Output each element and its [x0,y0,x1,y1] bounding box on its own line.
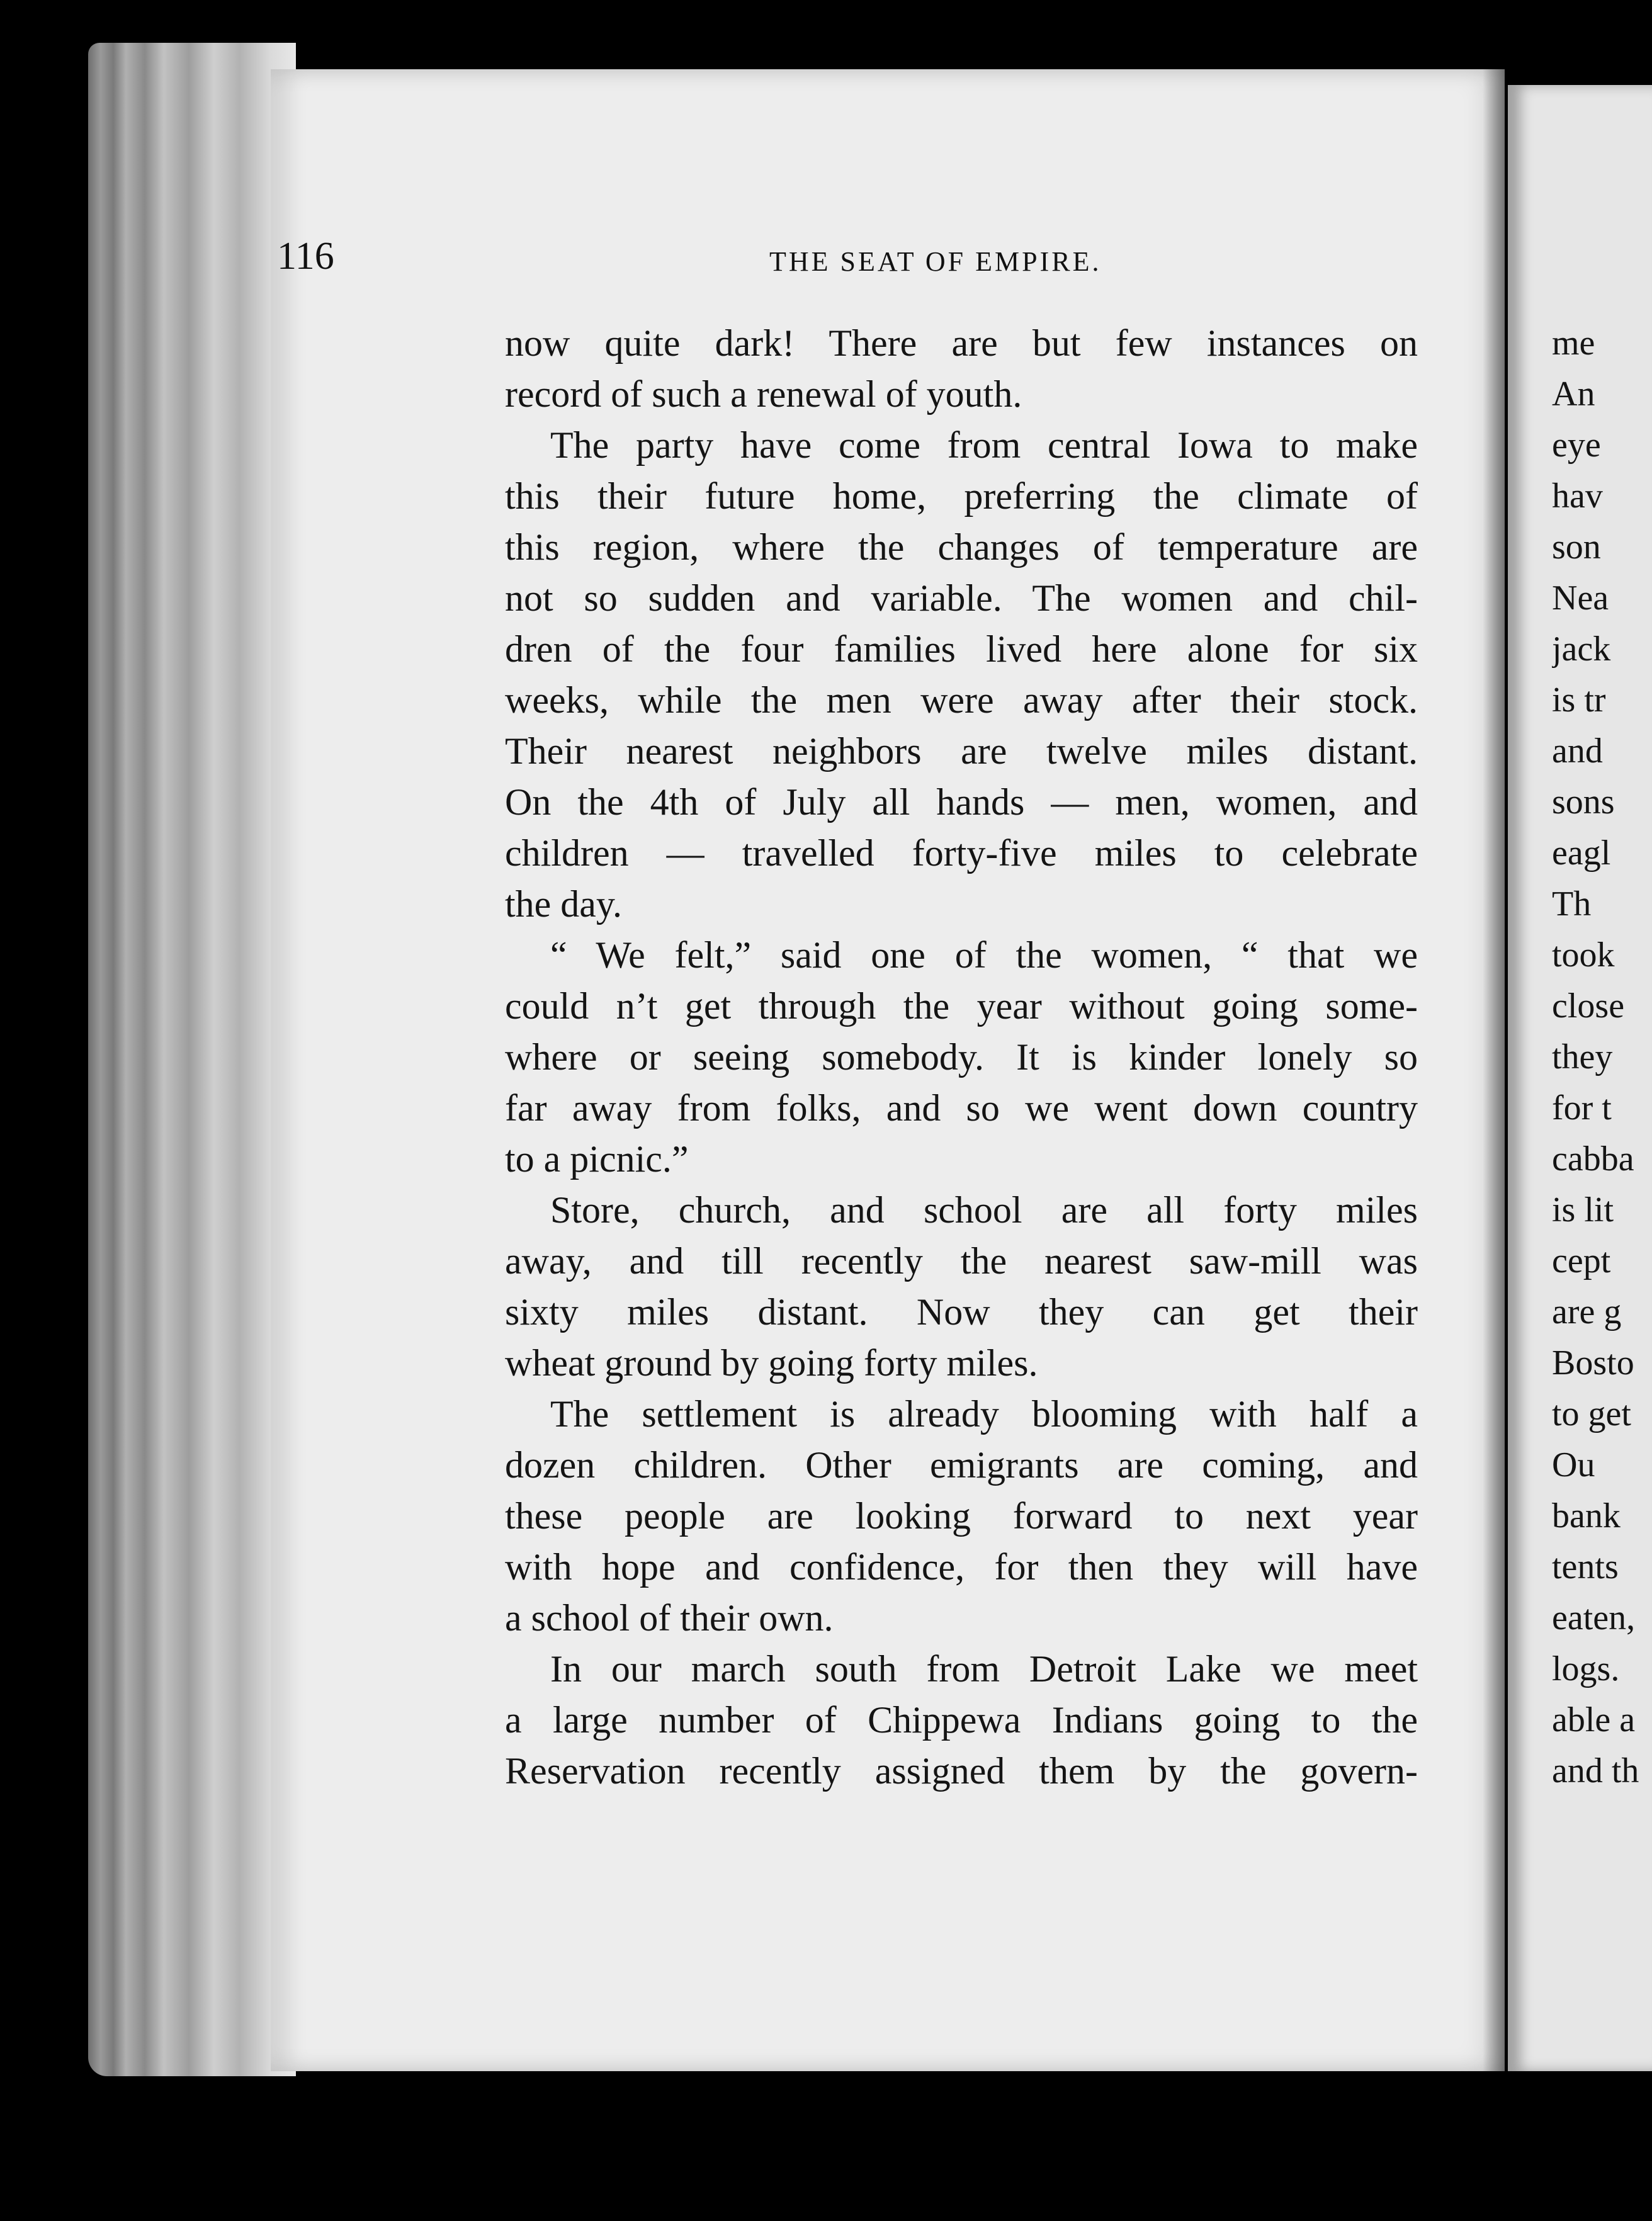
right-page-line: An [1552,375,1595,414]
text-line: the day. [505,883,623,925]
text-line: a school of their own. [505,1597,834,1639]
right-page-line: close [1552,986,1625,1026]
text-line: where or seeing somebody. It is kinder lonely so [505,1036,1418,1078]
right-page-line: Nea [1552,579,1609,618]
right-page-line: son [1552,528,1601,567]
text-line: “ We felt,” said one of the women, “ that we [550,934,1418,976]
right-page-line: Th [1552,884,1592,924]
right-page-line: and [1552,732,1603,771]
right-page-line: eaten, [1552,1598,1636,1637]
right-page-line: is tr [1552,681,1606,720]
right-page-line: Ou [1552,1445,1595,1484]
text-line: dren of the four families lived here alone for six [505,628,1418,670]
right-page-line: are g [1552,1292,1622,1331]
right-page-line: is lit [1552,1190,1614,1229]
text-line: to a picnic.” [505,1138,689,1180]
right-page-line: able a [1552,1700,1636,1739]
text-line: this region, where the changes of temperature are [505,526,1418,568]
text-line: far away from folks, and so we went down country [505,1087,1418,1129]
running-head: THE SEAT OF EMPIRE. [769,246,1102,277]
right-page-line: Bosto [1552,1343,1634,1382]
right-page-line: they [1552,1037,1613,1077]
text-line: with hope and confidence, for then they will have [505,1546,1418,1588]
right-page-text [1552,318,1652,1797]
right-page-line: tents [1552,1547,1619,1586]
right-page-line: took [1552,935,1615,975]
text-line: The party have come from central Iowa to make [550,424,1418,466]
right-page-line: bank [1552,1496,1621,1535]
page-number: 116 [277,235,334,278]
text-line: On the 4th of July all hands — men, women, and [505,781,1418,823]
text-line: this their future home, preferring the climate of [505,475,1418,517]
text-line: Their nearest neighbors are twelve miles distant. [505,730,1418,772]
right-page-line: sons [1552,783,1615,822]
page-edges [88,43,296,2076]
text-line: record of such a renewal of youth. [505,373,1022,415]
right-page-line: to get [1552,1394,1631,1433]
text-line: dozen children. Other emigrants are coming, and [505,1444,1418,1486]
right-page-line: me [1552,324,1595,363]
text-line: a large number of Chippewa Indians going to the [505,1699,1418,1741]
right-page-line: cabba [1552,1139,1634,1178]
text-line: sixty miles distant. Now they can get their [505,1291,1418,1333]
text-line: wheat ground by going forty miles. [505,1342,1038,1384]
text-line: Reservation recently assigned them by the govern- [505,1750,1418,1792]
right-page-line: hav [1552,477,1603,516]
text-line: Store, church, and school are all forty miles [550,1189,1418,1231]
right-page-line: eagl [1552,834,1611,873]
text-line: In our march south from Detroit Lake we meet [550,1648,1418,1690]
body-text [505,318,1418,1797]
text-line: now quite dark! There are but few instances on [505,322,1418,364]
text-line: these people are looking forward to next year [505,1495,1418,1537]
text-line: The settlement is already blooming with half a [550,1393,1418,1435]
text-line: weeks, while the men were away after their stock. [505,679,1418,721]
text-line: away, and till recently the nearest saw-mill was [505,1240,1418,1282]
right-page-line: for t [1552,1088,1612,1127]
text-line: children — travelled forty-five miles to celebrate [505,832,1418,874]
text-line: not so sudden and variable. The women and chil- [505,577,1418,619]
right-page-line: eye [1552,426,1601,465]
right-page-line: and th [1552,1751,1639,1790]
text-line: could n’t get through the year without going some- [505,985,1418,1027]
right-page-line: logs. [1552,1649,1620,1688]
right-page-line: cept [1552,1241,1611,1280]
right-page-line: jack [1552,630,1611,669]
